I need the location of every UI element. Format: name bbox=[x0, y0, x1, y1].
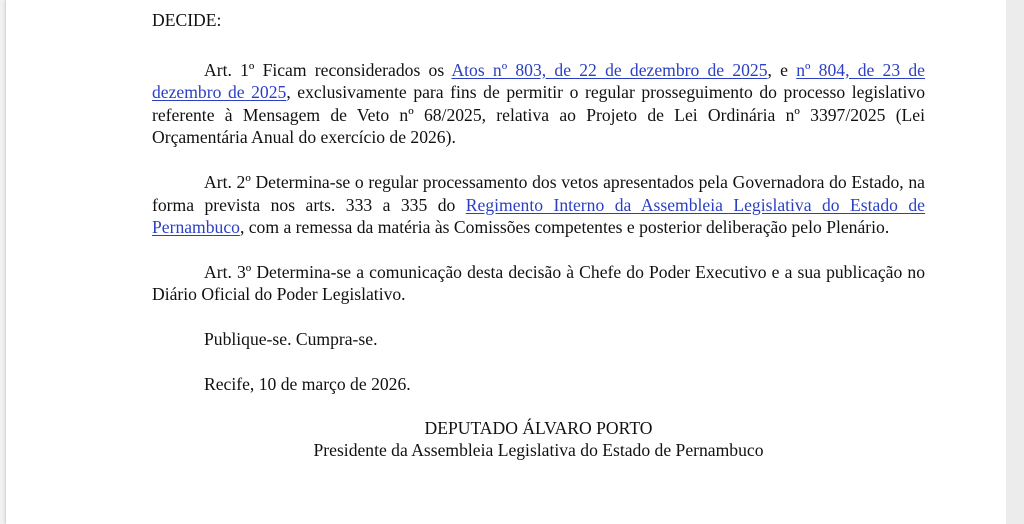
article-2 bbox=[152, 171, 925, 239]
article-2-prefix: Art. 2º Determina-se o regular processamento dos vetos apresentados pela Governadora do Estado, na forma prevista nos arts. 333 a 335 do bbox=[152, 171, 925, 215]
article-2-suffix: , com a remessa da matéria às Comissões competentes e posterior deliberação pelo Plenário. bbox=[239, 217, 890, 238]
article-1 bbox=[152, 59, 925, 149]
article-3: Art. 3º Determina-se a comunicação desta decisão à Chefe do Poder Executivo e a sua publicação no Diário Oficial do Poder Legislativo. bbox=[152, 261, 925, 305]
decision-body bbox=[152, 9, 925, 461]
document-page bbox=[6, 0, 1006, 524]
viewer-gutter bbox=[1006, 0, 1024, 524]
closing-formula: Publique-se. Cumpra-se. bbox=[204, 328, 378, 349]
article-1-suffix: , exclusivamente para fins de permitir o regular prosseguimento do processo legislativo referente à Mensagem de Veto nº 68/2025, relativa ao Projeto de Lei Ordinária nº 3397/2025 (Lei Orçamentária Anual do exercício de 2026). bbox=[152, 82, 925, 148]
signatory-title: Presidente da Assembleia Legislativa do Estado de Pernambuco bbox=[313, 440, 764, 461]
article-1-prefix: Art. 1º Ficam reconsiderados os bbox=[204, 59, 452, 80]
place-and-date: Recife, 10 de março de 2026. bbox=[204, 373, 411, 394]
decide-heading: DECIDE: bbox=[152, 10, 222, 30]
internal-regulations-link[interactable]: Regimento Interno da Assembleia Legislativa do Estado de Pernambuco bbox=[152, 194, 925, 238]
signatory-name: DEPUTADO ÁLVARO PORTO bbox=[424, 418, 653, 439]
act-803-link[interactable]: Atos nº 803, de 22 de dezembro de 2025 bbox=[451, 59, 768, 80]
signature-block bbox=[152, 417, 925, 461]
article-1-mid: , e bbox=[767, 59, 797, 80]
act-804-link[interactable]: nº 804, de 23 de dezembro de 2025 bbox=[152, 59, 925, 103]
